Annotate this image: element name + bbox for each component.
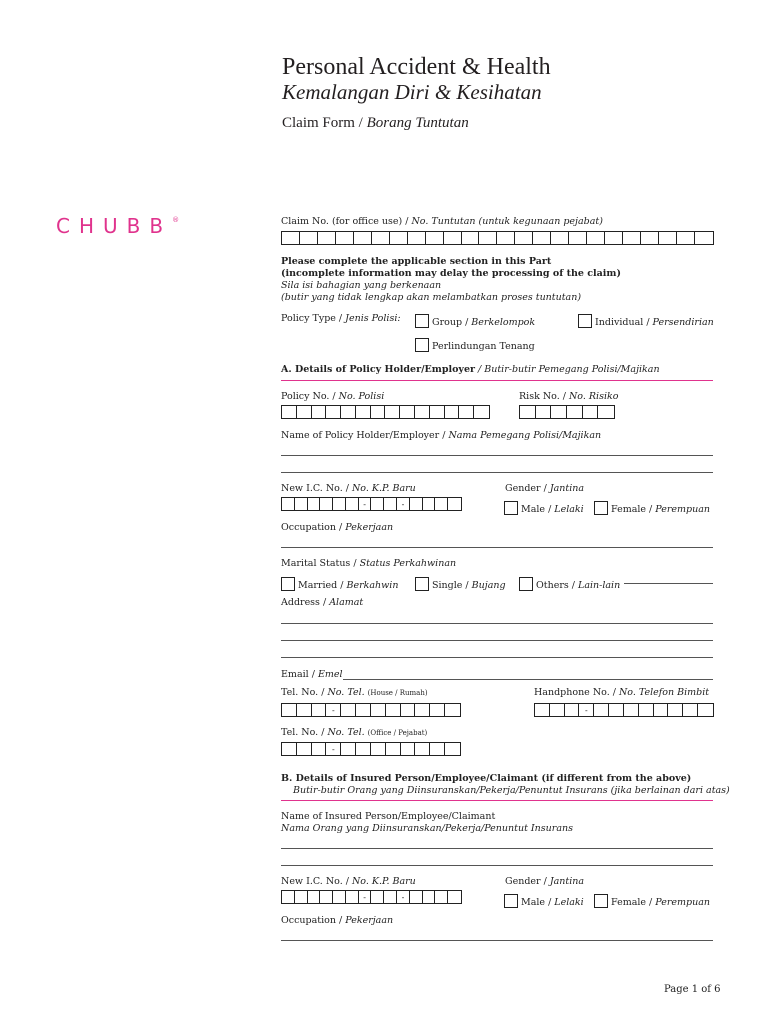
insured-gender-female-option[interactable]: Female / Perempuan: [594, 890, 710, 909]
digit-box[interactable]: [372, 232, 390, 244]
dash-separator: -: [326, 704, 341, 716]
chubb-logo: CHUBB®: [56, 214, 180, 238]
tel-house-label: Tel. No. / No. Tel. (House / Rumah): [281, 687, 428, 698]
digit-box[interactable]: [354, 232, 372, 244]
individual-checkbox[interactable]: [578, 314, 592, 328]
digit-box[interactable]: [445, 704, 460, 716]
digit-box[interactable]: [356, 704, 371, 716]
digit-box[interactable]: [346, 498, 359, 510]
digit-box[interactable]: [295, 498, 308, 510]
digit-box[interactable]: [371, 406, 386, 418]
page-number: Page 1 of 6: [664, 984, 721, 995]
insured-name-line-2[interactable]: [281, 865, 713, 866]
ic-label: New I.C. No. / No. K.P. Baru: [281, 483, 416, 494]
digit-box[interactable]: [415, 704, 430, 716]
insured-female-checkbox[interactable]: [594, 894, 608, 908]
digit-box[interactable]: [515, 232, 533, 244]
digit-box[interactable]: [654, 704, 669, 716]
dash-separator: -: [359, 498, 372, 510]
single-checkbox[interactable]: [415, 577, 429, 591]
digit-box[interactable]: [569, 232, 587, 244]
marital-married-option[interactable]: Married / Berkahwin: [281, 573, 398, 592]
digit-box[interactable]: [297, 704, 312, 716]
digit-box[interactable]: [668, 704, 683, 716]
digit-box[interactable]: [565, 704, 580, 716]
digit-box[interactable]: [551, 406, 567, 418]
digit-box[interactable]: [341, 406, 356, 418]
digit-box[interactable]: [435, 891, 448, 903]
policy-type-perlindungan-option[interactable]: Perlindungan Tenang: [415, 334, 535, 353]
handphone-boxes[interactable]: [534, 703, 714, 717]
digit-box[interactable]: [282, 406, 297, 418]
digit-box[interactable]: [430, 743, 445, 755]
married-checkbox[interactable]: [281, 577, 295, 591]
insured-occupation-line[interactable]: [281, 940, 713, 941]
insured-gender-male-option[interactable]: Male / Lelaki: [504, 890, 584, 909]
digit-box[interactable]: [550, 704, 565, 716]
name-line-1[interactable]: [281, 455, 713, 456]
handphone-label: Handphone No. / No. Telefon Bimbit: [534, 687, 710, 698]
section-b-title: B. Details of Insured Person/Employee/Claimant (if different from the above): [281, 773, 692, 784]
digit-box[interactable]: [415, 743, 430, 755]
policy-no-boxes[interactable]: [281, 405, 490, 419]
digit-box[interactable]: [401, 704, 416, 716]
digit-box[interactable]: [479, 232, 497, 244]
tel-house-boxes[interactable]: [281, 703, 461, 717]
section-b-title-malay: Butir-butir Orang yang Diinsuranskan/Pekerja/Penuntut Insurans (jika berlainan dari atas): [293, 785, 730, 796]
digit-box[interactable]: [386, 704, 401, 716]
insured-name-label: Name of Insured Person/Employee/Claimant: [281, 811, 496, 822]
digit-box[interactable]: [536, 406, 552, 418]
insured-name-line-1[interactable]: [281, 848, 713, 849]
address-line-3[interactable]: [281, 657, 713, 658]
dash-separator: -: [359, 891, 372, 903]
dash-separator: -: [397, 891, 410, 903]
digit-box[interactable]: [659, 232, 677, 244]
group-checkbox[interactable]: [415, 314, 429, 328]
digit-box[interactable]: [333, 498, 346, 510]
digit-box[interactable]: [587, 232, 605, 244]
digit-box[interactable]: [567, 406, 583, 418]
insured-name-label-malay: Nama Orang yang Diinsuranskan/Pekerja/Penuntut Insurans: [281, 823, 573, 834]
digit-box[interactable]: [677, 232, 695, 244]
digit-box[interactable]: [423, 498, 436, 510]
marital-others-option[interactable]: Others / Lain-lain: [519, 573, 620, 592]
gender-male-option[interactable]: Male / Lelaki: [504, 497, 584, 516]
insured-ic-label: New I.C. No. / No. K.P. Baru: [281, 876, 416, 887]
digit-box[interactable]: [312, 704, 327, 716]
digit-box[interactable]: [533, 232, 551, 244]
section-a-divider: [281, 380, 713, 381]
marital-status-label: Marital Status / Status Perkahwinan: [281, 558, 457, 569]
email-label: Email / Emel: [281, 669, 343, 680]
digit-box[interactable]: [535, 704, 550, 716]
digit-box[interactable]: [445, 743, 460, 755]
digit-box[interactable]: [282, 498, 295, 510]
policy-holder-name-label: Name of Policy Holder/Employer / Nama Pemegang Polisi/Majikan: [281, 430, 602, 441]
digit-box[interactable]: [371, 498, 384, 510]
digit-box[interactable]: [462, 232, 480, 244]
digit-box[interactable]: [444, 232, 462, 244]
address-line-2[interactable]: [281, 640, 713, 641]
perlindungan-checkbox[interactable]: [415, 338, 429, 352]
occupation-label: Occupation / Pekerjaan: [281, 522, 394, 533]
digit-box[interactable]: [641, 232, 659, 244]
digit-box[interactable]: [497, 232, 515, 244]
claim-no-label: Claim No. (for office use) / No. Tuntutan (untuk kegunaan pejabat): [281, 216, 603, 227]
instruction-line-3: Sila isi bahagian yang berkenaan: [281, 280, 442, 291]
digit-box[interactable]: [300, 232, 318, 244]
digit-box[interactable]: [385, 406, 400, 418]
dash-separator: -: [397, 498, 410, 510]
digit-box[interactable]: [297, 406, 312, 418]
digit-box[interactable]: [551, 232, 569, 244]
digit-box[interactable]: [459, 406, 474, 418]
digit-box[interactable]: [356, 406, 371, 418]
digit-box[interactable]: [282, 704, 297, 716]
instruction-line-1: Please complete the applicable section in this Part: [281, 256, 552, 267]
policy-no-label: Policy No. / No. Polisi: [281, 391, 385, 402]
digit-box[interactable]: [346, 891, 359, 903]
name-line-2[interactable]: [281, 472, 713, 473]
ic-boxes[interactable]: [281, 497, 462, 511]
others-checkbox[interactable]: [519, 577, 533, 591]
digit-box[interactable]: [312, 406, 327, 418]
digit-box[interactable]: [371, 891, 384, 903]
digit-box[interactable]: [410, 891, 423, 903]
policy-type-label: Policy Type / Jenis Polisi:: [281, 313, 401, 324]
digit-box[interactable]: [282, 232, 300, 244]
male-checkbox[interactable]: [504, 501, 518, 515]
form-title-malay: Kemalangan Diri & Kesihatan: [282, 80, 542, 104]
gender-female-option[interactable]: Female / Perempuan: [594, 497, 710, 516]
digit-box[interactable]: [426, 232, 444, 244]
instruction-line-4: (butir yang tidak lengkap akan melambatkan proses tuntutan): [281, 292, 582, 303]
instruction-line-2: (incomplete information may delay the processing of the claim): [281, 268, 621, 279]
digit-box[interactable]: [341, 704, 356, 716]
digit-box[interactable]: [583, 406, 599, 418]
digit-box[interactable]: [415, 406, 430, 418]
digit-box[interactable]: [384, 891, 397, 903]
digit-box[interactable]: [598, 406, 614, 418]
digit-box[interactable]: [320, 891, 333, 903]
address-line-1[interactable]: [281, 623, 713, 624]
digit-box[interactable]: [445, 406, 460, 418]
occupation-line[interactable]: [281, 547, 713, 548]
digit-box[interactable]: [386, 743, 401, 755]
form-subtitle: Claim Form / Borang Tuntutan: [282, 115, 469, 131]
others-line[interactable]: [624, 583, 713, 584]
marital-single-option[interactable]: Single / Bujang: [415, 573, 506, 592]
tel-office-label: Tel. No. / No. Tel. (Office / Pejabat): [281, 727, 428, 738]
risk-no-boxes[interactable]: [519, 405, 615, 419]
digit-box[interactable]: [400, 406, 415, 418]
digit-box[interactable]: [308, 498, 321, 510]
digit-box[interactable]: [341, 743, 356, 755]
digit-box[interactable]: [594, 704, 609, 716]
form-title: Personal Accident & Health: [282, 54, 551, 80]
digit-box[interactable]: [371, 743, 386, 755]
digit-box[interactable]: [295, 891, 308, 903]
digit-box[interactable]: [423, 891, 436, 903]
section-b-divider: [281, 800, 713, 801]
digit-box[interactable]: [371, 704, 386, 716]
female-checkbox[interactable]: [594, 501, 608, 515]
digit-box[interactable]: [356, 743, 371, 755]
section-a-title: A. Details of Policy Holder/Employer / Butir-butir Pemegang Polisi/Majikan: [281, 364, 660, 375]
digit-box[interactable]: [384, 498, 397, 510]
gender-label: Gender / Jantina: [505, 483, 585, 494]
digit-box[interactable]: [408, 232, 426, 244]
digit-box[interactable]: [326, 406, 341, 418]
digit-box[interactable]: [312, 743, 327, 755]
policy-type-individual-option[interactable]: Individual / Persendirian: [578, 310, 714, 329]
dash-separator: -: [326, 743, 341, 755]
insured-male-checkbox[interactable]: [504, 894, 518, 908]
insured-ic-boxes[interactable]: [281, 890, 462, 904]
digit-box[interactable]: [401, 743, 416, 755]
digit-box[interactable]: [605, 232, 623, 244]
tel-office-boxes[interactable]: [281, 742, 461, 756]
claim-no-boxes[interactable]: [281, 231, 714, 245]
digit-box[interactable]: [698, 704, 713, 716]
policy-type-group-option[interactable]: Group / Berkelompok: [415, 310, 535, 329]
digit-box[interactable]: [683, 704, 698, 716]
digit-box[interactable]: [430, 406, 445, 418]
insured-occupation-label: Occupation / Pekerjaan: [281, 915, 394, 926]
digit-box[interactable]: [435, 498, 448, 510]
digit-box[interactable]: [318, 232, 336, 244]
insured-gender-label: Gender / Jantina: [505, 876, 585, 887]
digit-box[interactable]: [448, 498, 461, 510]
digit-box[interactable]: [282, 891, 295, 903]
address-label: Address / Alamat: [281, 597, 364, 608]
digit-box[interactable]: [639, 704, 654, 716]
digit-box[interactable]: [336, 232, 354, 244]
digit-box[interactable]: [333, 891, 346, 903]
dash-separator: -: [579, 704, 594, 716]
digit-box[interactable]: [474, 406, 489, 418]
digit-box[interactable]: [520, 406, 536, 418]
digit-box[interactable]: [320, 498, 333, 510]
digit-box[interactable]: [410, 498, 423, 510]
digit-box[interactable]: [430, 704, 445, 716]
digit-box[interactable]: [282, 743, 297, 755]
digit-box[interactable]: [624, 704, 639, 716]
digit-box[interactable]: [308, 891, 321, 903]
digit-box[interactable]: [297, 743, 312, 755]
digit-box[interactable]: [390, 232, 408, 244]
digit-box[interactable]: [623, 232, 641, 244]
digit-box[interactable]: [448, 891, 461, 903]
email-line[interactable]: [343, 679, 713, 680]
digit-box[interactable]: [695, 232, 713, 244]
risk-no-label: Risk No. / No. Risiko: [519, 391, 619, 402]
digit-box[interactable]: [609, 704, 624, 716]
